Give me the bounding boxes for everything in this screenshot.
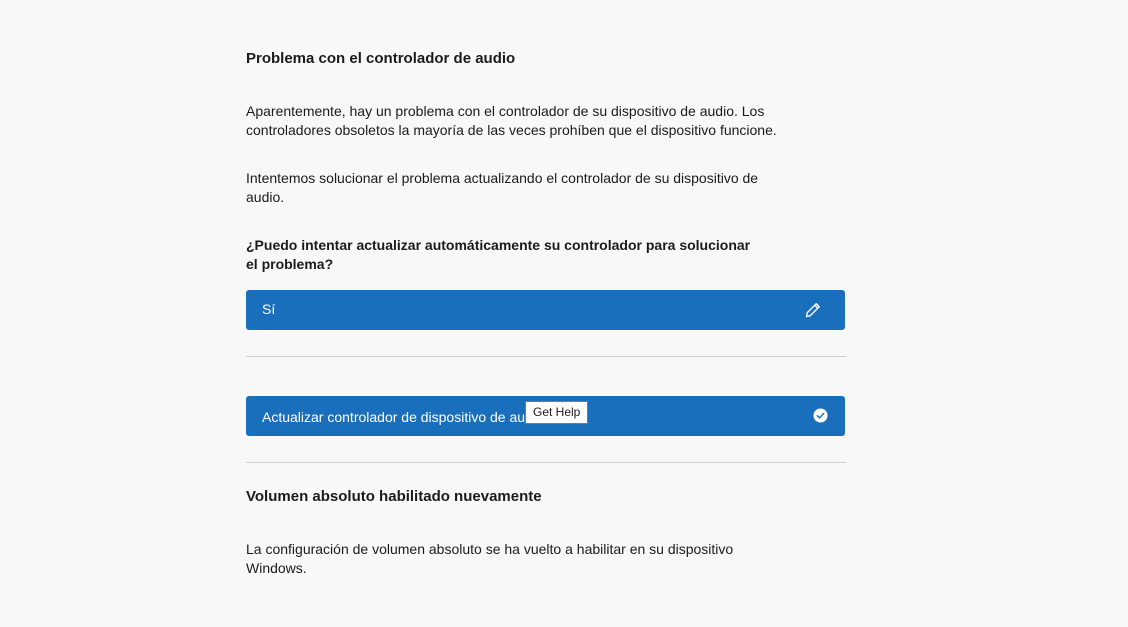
absolute-volume-description [246,540,733,578]
fix-proposal-text [246,169,758,207]
selected-answer-text: Sí [262,301,276,317]
audio-driver-description [246,102,777,140]
proposal-line-2: audio. [246,189,285,205]
update-driver-action[interactable] [246,396,845,436]
section-title-absolute-volume: Volumen absoluto habilitado nuevamente [246,488,542,505]
check-circle-icon [813,408,828,423]
update-driver-action-label: Actualizar controlador de dispositivo de au [262,409,526,425]
proposal-line-1: Intentemos solucionar el problema actualizando el controlador de su dispositivo de [246,170,759,186]
pencil-icon[interactable] [805,302,821,318]
divider [246,356,846,357]
volume-line-1: La configuración de volumen absoluto se ha vuelto a habilitar en su dispositivo [246,541,734,557]
volume-line-2: Windows. [246,560,307,576]
question-line-1: ¿Puedo intentar actualizar automáticamente su controlador para solucionar [246,237,751,253]
description-line-2: controladores obsoletos la mayoría de las veces prohíben que el dispositivo funcione. [246,122,777,138]
selected-answer-bar [246,290,845,330]
question-line-2: el problema? [246,256,334,272]
description-line-1: Aparentemente, hay un problema con el controlador de su dispositivo de audio. Los [246,103,765,119]
get-help-tooltip: Get Help [525,401,588,424]
divider [246,462,846,463]
update-question [246,236,750,274]
section-title-audio-driver: Problema con el controlador de audio [246,50,516,67]
